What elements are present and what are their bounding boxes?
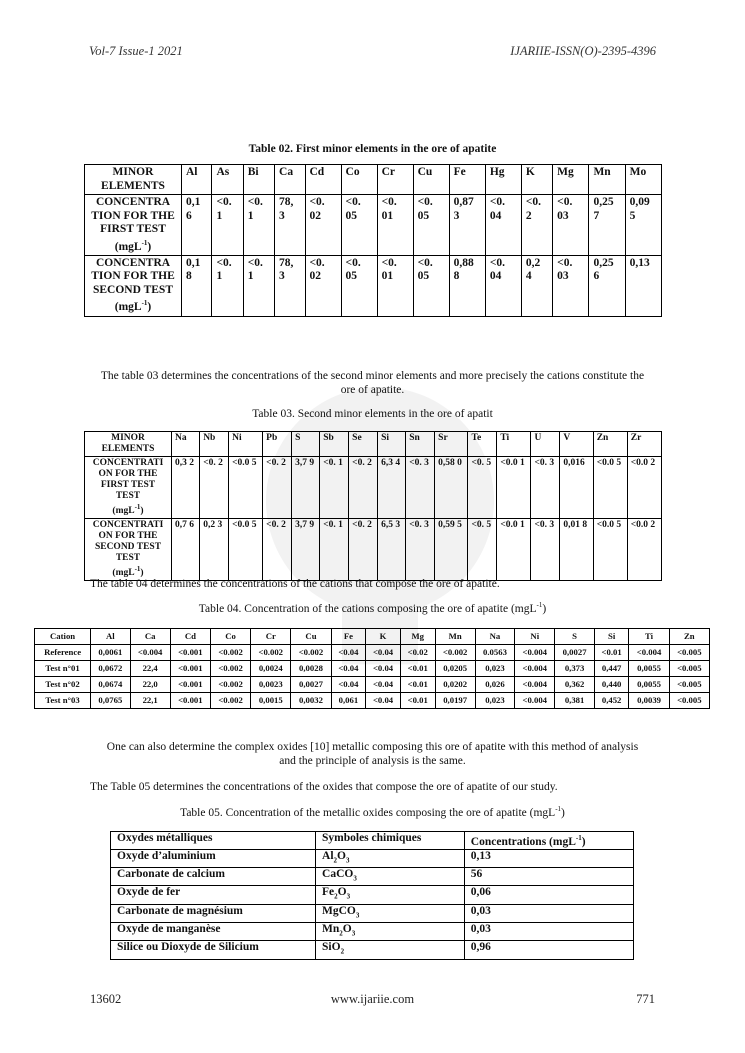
element-header-cell: Cd xyxy=(305,165,341,195)
value-cell: <0.04 xyxy=(331,645,366,661)
table04-caption: Table 04. Concentration of the cations composing the ore of apatite (mgL$^{-1}$) xyxy=(198,601,547,615)
table-row xyxy=(35,693,710,709)
value-cell: 0,25 6 xyxy=(589,255,625,316)
value-cell: <0.02 xyxy=(400,645,435,661)
value-cell: 0,0205 xyxy=(435,661,475,677)
table05-caption: Table 05. Concentration of the metallic oxides composing the ore of apatite (mgL$^{-1}$) xyxy=(180,805,565,819)
value-cell: <0.0 5 xyxy=(593,457,627,519)
value-cell: <0.004 xyxy=(629,645,669,661)
table-row xyxy=(85,457,662,519)
row-label-cell: Test n°01 xyxy=(35,661,91,677)
table-row xyxy=(111,941,634,959)
header-volume: Vol-7 Issue-1 2021 xyxy=(89,44,183,58)
concentration-cell: 0,03 xyxy=(464,904,633,922)
value-cell: 0,0023 xyxy=(251,677,291,693)
value-cell: 0,0027 xyxy=(291,677,331,693)
chemical-symbol-cell xyxy=(316,923,465,941)
value-cell: <0.04 xyxy=(366,661,401,677)
element-header-cell: Nb xyxy=(200,432,229,457)
table-row xyxy=(111,904,634,922)
value-cell: 0,023 xyxy=(475,661,514,677)
value-cell: 0,440 xyxy=(594,677,629,693)
oxide-name-cell: Silice ou Dioxyde de Silicium xyxy=(111,941,316,959)
concentration-cell: 0,03 xyxy=(464,923,633,941)
value-cell: 0,1 6 xyxy=(182,195,212,256)
value-cell: <0. 3 xyxy=(406,457,435,519)
value-cell: 0,026 xyxy=(475,677,514,693)
header-row xyxy=(111,832,634,850)
chemical-symbol-cell xyxy=(316,886,465,904)
element-header-cell: Sr xyxy=(435,432,468,457)
table-row xyxy=(35,661,710,677)
value-cell: <0. 2 xyxy=(349,519,378,581)
row-unit: mgL xyxy=(118,301,142,314)
value-cell: 0,0028 xyxy=(291,661,331,677)
value-cell: 0,0039 xyxy=(629,693,669,709)
table-row xyxy=(85,195,662,256)
footer-website: www.ijariie.com xyxy=(330,992,415,1006)
row-label-text: CONCENTRA TION FOR THE SECOND TEST xyxy=(91,256,175,296)
value-cell: <0.002 xyxy=(210,645,250,661)
value-cell: 0,373 xyxy=(555,661,594,677)
row-unit-sup: -1 xyxy=(134,503,141,511)
value-cell: <0.01 xyxy=(400,677,435,693)
paragraph-table05-intro: The Table 05 determines the concentrations of the oxides that compose the ore of apatite of our study. xyxy=(90,781,558,793)
value-cell: <0.001 xyxy=(170,693,210,709)
symbol-part: 3 xyxy=(355,911,360,920)
column-header-cell: Symboles chimiques xyxy=(316,832,465,850)
value-cell: <0. 03 xyxy=(553,255,589,316)
symbol-part: Fe xyxy=(322,886,335,899)
column-header-cell: Cu xyxy=(291,629,331,645)
table-row xyxy=(35,645,710,661)
value-cell: <0.002 xyxy=(210,693,250,709)
head-label-cell: MINOR ELEMENTS xyxy=(85,165,182,195)
element-header-cell: U xyxy=(531,432,560,457)
value-cell: <0.002 xyxy=(435,645,475,661)
row-label-cell: CONCENTRA TION FOR THE FIRST TEST (mgL$^{-1}$) xyxy=(85,195,182,256)
value-cell: <0.04 xyxy=(366,645,401,661)
value-cell: <0.004 xyxy=(515,661,555,677)
row-label-cell: CONCENTRATI ON FOR THE SECOND TEST TEST (mgL$^{-1}$) xyxy=(85,519,172,581)
table05 xyxy=(110,831,634,960)
table-row xyxy=(85,519,662,581)
column-header-text: Concentrations (mgL xyxy=(470,835,576,848)
value-cell: 0.0563 xyxy=(475,645,514,661)
row-unit: mgL xyxy=(115,506,135,517)
column-header-cell: Ca xyxy=(130,629,170,645)
concentration-cell: 56 xyxy=(464,868,633,886)
table03-caption: Table 03. Second minor elements in the ore of apatit xyxy=(252,408,493,420)
header-row xyxy=(35,629,710,645)
value-cell: <0. 02 xyxy=(305,255,341,316)
value-cell: <0. 1 xyxy=(320,519,349,581)
table-row xyxy=(111,923,634,941)
value-cell: <0. 04 xyxy=(485,195,521,256)
symbol-part: 3 xyxy=(351,929,356,938)
value-cell: 0,88 8 xyxy=(449,255,485,316)
column-header-cell: Ni xyxy=(515,629,555,645)
column-header-cell: Na xyxy=(475,629,514,645)
column-header-cell: Mg xyxy=(400,629,435,645)
value-cell: 0,0027 xyxy=(555,645,594,661)
value-cell: 0,0765 xyxy=(91,693,130,709)
value-cell: 0,0015 xyxy=(251,693,291,709)
row-label-text: CONCENTRA TION FOR THE FIRST TEST xyxy=(91,196,175,235)
value-cell: 0,061 xyxy=(331,693,366,709)
value-cell: <0. 3 xyxy=(531,519,560,581)
value-cell: 0,2 3 xyxy=(200,519,229,581)
row-unit-sup: -1 xyxy=(134,565,141,574)
footer-page-number: 771 xyxy=(636,992,655,1006)
symbol-part: CaCO xyxy=(322,868,354,881)
value-cell: <0.001 xyxy=(170,661,210,677)
column-header-cell: Ti xyxy=(629,629,669,645)
value-cell: <0. 1 xyxy=(243,255,274,316)
value-cell: 0,3 2 xyxy=(172,457,200,519)
value-cell: <0. 05 xyxy=(341,255,377,316)
header-row xyxy=(85,432,662,457)
element-header-cell: Sb xyxy=(320,432,349,457)
table-row xyxy=(111,868,634,886)
value-cell: 0,0672 xyxy=(91,661,130,677)
element-header-cell: Ni xyxy=(229,432,263,457)
value-cell: <0. 02 xyxy=(305,195,341,256)
element-header-cell: K xyxy=(521,165,552,195)
value-cell: <0.001 xyxy=(170,677,210,693)
element-header-cell: Si xyxy=(378,432,406,457)
row-unit: mgL xyxy=(115,568,135,579)
element-header-cell: Al xyxy=(182,165,212,195)
value-cell: <0.005 xyxy=(669,693,709,709)
table-row xyxy=(111,886,634,904)
symbol-part: 2 xyxy=(334,892,338,901)
row-label-cell: Test n°03 xyxy=(35,693,91,709)
value-cell: 0,13 xyxy=(625,255,661,316)
element-header-cell: Co xyxy=(341,165,377,195)
value-cell: <0.01 xyxy=(400,693,435,709)
symbol-part: 2 xyxy=(333,856,338,865)
value-cell: 0,2 4 xyxy=(521,255,552,316)
column-header-cell: Fe xyxy=(331,629,366,645)
element-header-cell: Mo xyxy=(625,165,661,195)
element-header-cell: As xyxy=(212,165,243,195)
row-label-cell: Test n°02 xyxy=(35,677,91,693)
element-header-cell: Ca xyxy=(275,165,305,195)
column-header-cell: Cation xyxy=(35,629,91,645)
header-row xyxy=(85,165,662,195)
symbol-part: O xyxy=(337,849,346,862)
value-cell: 0,25 7 xyxy=(589,195,625,256)
chemical-symbol-cell xyxy=(316,868,465,886)
value-cell: 0,09 5 xyxy=(625,195,661,256)
row-label-cell: CONCENTRATI ON FOR THE FIRST TEST TEST (mgL$^{-1}$) xyxy=(85,457,172,519)
value-cell: 6,5 3 xyxy=(378,519,406,581)
row-label-cell: CONCENTRA TION FOR THE SECOND TEST (mgL$^{-1}$) xyxy=(85,255,182,316)
element-header-cell: Bi xyxy=(243,165,274,195)
value-cell: <0.004 xyxy=(515,677,555,693)
value-cell: <0.005 xyxy=(669,677,709,693)
element-header-cell: Zr xyxy=(627,432,661,457)
value-cell: <0.0 1 xyxy=(497,519,531,581)
row-label-cell: Reference xyxy=(35,645,91,661)
element-header-cell: Cu xyxy=(413,165,449,195)
column-header-cell: Cd xyxy=(170,629,210,645)
value-cell: <0.002 xyxy=(210,661,250,677)
table02 xyxy=(84,164,662,317)
value-cell: 0,452 xyxy=(594,693,629,709)
value-cell: <0.002 xyxy=(251,645,291,661)
column-header-cell: Cr xyxy=(251,629,291,645)
concentration-cell: 0,96 xyxy=(464,941,633,959)
value-cell: <0.0 5 xyxy=(229,457,263,519)
value-cell: <0. 1 xyxy=(243,195,274,256)
value-cell: 3,7 9 xyxy=(292,519,320,581)
value-cell: 0,0674 xyxy=(91,677,130,693)
element-header-cell: Zn xyxy=(593,432,627,457)
symbol-part: MgCO xyxy=(322,904,356,917)
value-cell: <0. 05 xyxy=(413,195,449,256)
oxide-name-cell: Oxyde de manganèse xyxy=(111,923,316,941)
value-cell: <0. 05 xyxy=(413,255,449,316)
value-cell: 0,0202 xyxy=(435,677,475,693)
symbol-part: SiO xyxy=(322,941,341,954)
value-cell: <0. 5 xyxy=(468,519,497,581)
value-cell: <0. 04 xyxy=(485,255,521,316)
row-unit-sup: -1 xyxy=(141,299,148,308)
value-cell: 78, 3 xyxy=(275,255,305,316)
value-cell: 0,58 0 xyxy=(435,457,468,519)
value-cell: <0.004 xyxy=(515,693,555,709)
value-cell: <0. 5 xyxy=(468,457,497,519)
value-cell: 3,7 9 xyxy=(292,457,320,519)
value-cell: <0.04 xyxy=(331,677,366,693)
value-cell: 0,362 xyxy=(555,677,594,693)
header-issn: IJARIIE-ISSN(O)-2395-4396 xyxy=(510,44,656,58)
column-header-cell: S xyxy=(555,629,594,645)
value-cell: 0,023 xyxy=(475,693,514,709)
value-cell: <0. 2 xyxy=(263,457,292,519)
footer-paper-id: 13602 xyxy=(90,992,122,1006)
oxide-name-cell: Carbonate de calcium xyxy=(111,868,316,886)
column-header-cell: K xyxy=(366,629,401,645)
column-header-cell: Mn xyxy=(435,629,475,645)
head-label-cell: MINOR ELEMENTS xyxy=(85,432,172,457)
value-cell: <0.0 5 xyxy=(593,519,627,581)
chemical-symbol-cell xyxy=(316,849,465,867)
value-cell: 0,01 8 xyxy=(560,519,593,581)
paragraph-table03-intro: The table 03 determines the concentrations of the second minor elements and more precisely the cations constitute the ore of apatite. xyxy=(100,370,645,396)
value-cell: 0,87 3 xyxy=(449,195,485,256)
oxide-name-cell: Carbonate de magnésium xyxy=(111,904,316,922)
element-header-cell: Na xyxy=(172,432,200,457)
value-cell: <0.0 2 xyxy=(627,519,661,581)
value-cell: <0. 03 xyxy=(553,195,589,256)
value-cell: <0.04 xyxy=(366,677,401,693)
column-header-end: ) xyxy=(581,835,586,848)
value-cell: 0,0055 xyxy=(629,677,669,693)
value-cell: <0. 2 xyxy=(349,457,378,519)
row-label-text: CONCENTRATI ON FOR THE SECOND TEST TEST xyxy=(92,520,164,564)
element-header-cell: V xyxy=(560,432,593,457)
element-header-cell: Te xyxy=(468,432,497,457)
value-cell: <0.005 xyxy=(669,645,709,661)
value-cell: 0,447 xyxy=(594,661,629,677)
table02-caption: Table 02. First minor elements in the ore of apatite xyxy=(248,143,497,155)
chemical-symbol-cell xyxy=(316,941,465,959)
value-cell: <0. 3 xyxy=(406,519,435,581)
table03 xyxy=(84,431,662,581)
value-cell: <0. 1 xyxy=(320,457,349,519)
value-cell: <0.04 xyxy=(366,693,401,709)
value-cell: 0,0061 xyxy=(91,645,130,661)
value-cell: <0.04 xyxy=(331,661,366,677)
symbol-part: 2 xyxy=(339,929,343,938)
element-header-cell: Mg xyxy=(553,165,589,195)
value-cell: 0,0032 xyxy=(291,693,331,709)
value-cell: 0,381 xyxy=(555,693,594,709)
element-header-cell: Mn xyxy=(589,165,625,195)
value-cell: <0.001 xyxy=(170,645,210,661)
value-cell: 0,59 5 xyxy=(435,519,468,581)
value-cell: 22,4 xyxy=(130,661,170,677)
value-cell: <0. 1 xyxy=(212,255,243,316)
value-cell: <0. 2 xyxy=(521,195,552,256)
value-cell: <0.002 xyxy=(210,677,250,693)
symbol-part: Mn xyxy=(322,923,340,936)
element-header-cell: Sn xyxy=(406,432,435,457)
value-cell: <0.01 xyxy=(594,645,629,661)
column-header-cell: Co xyxy=(210,629,250,645)
row-unit-sup: -1 xyxy=(141,238,148,247)
element-header-cell: Se xyxy=(349,432,378,457)
element-header-cell: S xyxy=(292,432,320,457)
value-cell: <0. 3 xyxy=(531,457,560,519)
paragraph-oxides: One can also determine the complex oxides [10] metallic composing this ore of apatite with this method of analysis and the principle of analysis is the same. xyxy=(106,741,639,767)
concentration-cell: 0,06 xyxy=(464,886,633,904)
value-cell: <0. 01 xyxy=(377,255,413,316)
value-cell: <0.0 1 xyxy=(497,457,531,519)
symbol-part: 3 xyxy=(345,856,350,865)
value-cell: 78, 3 xyxy=(275,195,305,256)
table-row xyxy=(111,849,634,867)
value-cell: 0,0197 xyxy=(435,693,475,709)
symbol-part: 3 xyxy=(353,874,357,883)
value-cell: <0.002 xyxy=(291,645,331,661)
row-unit: mgL xyxy=(118,240,142,253)
value-cell: <0. 2 xyxy=(200,457,229,519)
value-cell: 0,0055 xyxy=(629,661,669,677)
value-cell: 6,3 4 xyxy=(378,457,406,519)
value-cell: <0.01 xyxy=(400,661,435,677)
symbol-part: 2 xyxy=(340,947,345,956)
value-cell: 22,0 xyxy=(130,677,170,693)
column-header-cell: Si xyxy=(594,629,629,645)
symbol-part: Al xyxy=(322,849,334,862)
value-cell: <0.005 xyxy=(669,661,709,677)
value-cell: <0.004 xyxy=(515,645,555,661)
paragraph-table04-intro: The table 04 determines the concentrations of the cations that compose the ore of apatite. xyxy=(90,578,500,590)
symbol-part: O xyxy=(337,886,347,899)
value-cell: <0. 2 xyxy=(263,519,292,581)
element-header-cell: Cr xyxy=(377,165,413,195)
column-header-cell: Oxydes métalliques xyxy=(111,832,316,850)
column-header-sup: -1 xyxy=(575,834,582,842)
value-cell: <0. 01 xyxy=(377,195,413,256)
column-header-cell: Zn xyxy=(669,629,709,645)
column-header-cell xyxy=(464,832,633,850)
table04 xyxy=(34,628,710,709)
concentration-cell: 0,13 xyxy=(464,849,633,867)
value-cell: 0,0024 xyxy=(251,661,291,677)
element-header-cell: Pb xyxy=(263,432,292,457)
row-label-text: CONCENTRATI ON FOR THE FIRST TEST TEST xyxy=(92,458,164,501)
value-cell: 0,016 xyxy=(560,457,593,519)
value-cell: 0,1 8 xyxy=(182,255,212,316)
value-cell: <0.0 5 xyxy=(229,519,263,581)
element-header-cell: Ti xyxy=(497,432,531,457)
element-header-cell: Hg xyxy=(485,165,521,195)
value-cell: <0.004 xyxy=(130,645,170,661)
chemical-symbol-cell xyxy=(316,904,465,922)
element-header-cell: Fe xyxy=(449,165,485,195)
value-cell: 0,7 6 xyxy=(172,519,200,581)
oxide-name-cell: Oxyde de fer xyxy=(111,886,316,904)
value-cell: <0.0 2 xyxy=(627,457,661,519)
column-header-cell: Al xyxy=(91,629,130,645)
value-cell: <0. 1 xyxy=(212,195,243,256)
value-cell: <0. 05 xyxy=(341,195,377,256)
oxide-name-cell: Oxyde d’aluminium xyxy=(111,849,316,867)
table-row xyxy=(85,255,662,316)
symbol-part: 3 xyxy=(346,892,351,901)
value-cell: 22,1 xyxy=(130,693,170,709)
table-row xyxy=(35,677,710,693)
symbol-part: O xyxy=(342,923,352,936)
